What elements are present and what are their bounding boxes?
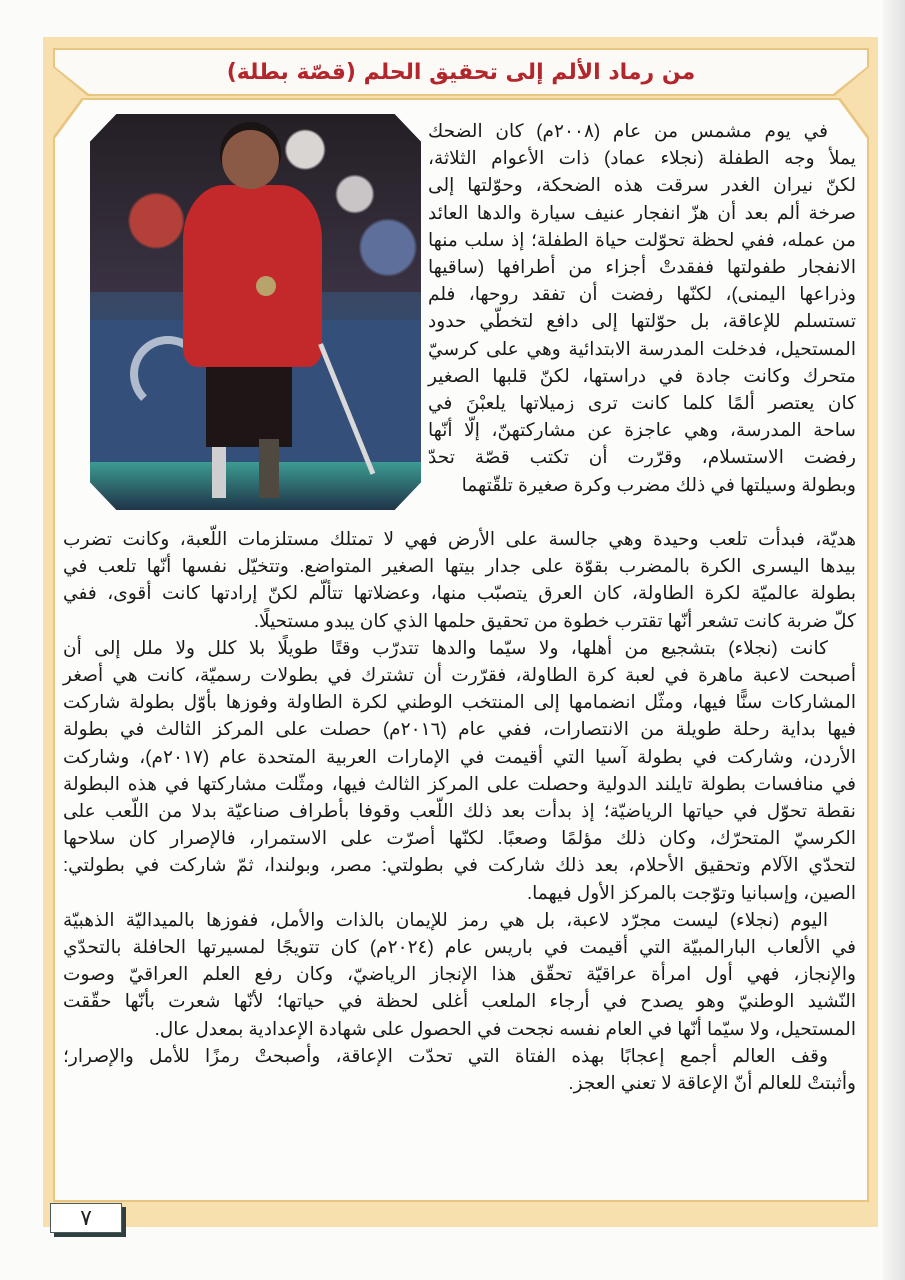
athlete-photo xyxy=(90,114,421,510)
text-line: في منافسات بطولة تايلند الدولية وحصلت على المركز الثالث فيها، ومثّلت مشاركتها في هذه البطولة xyxy=(63,772,856,794)
text-line: لتحدّي الآلام وتحقيق الأحلام، بعد ذلك شاركت في بطولتي: مصر، وبولندا، ثمّ شاركت في بطولتي: xyxy=(63,854,856,876)
page-number: ٧ xyxy=(50,1203,122,1233)
text-line: وذراعها اليمنى)، لكنّها رفضت أن تفقد روحها، فلم xyxy=(428,283,856,305)
text-line: في الألعاب البارالمبيّة التي أقيمت في باريس عام (٢٠٢٤م) كان تتويجًا لمسيرتها الحافلة بالتحدّي xyxy=(63,936,857,958)
text-line: كانت (نجلاء) بتشجيع من أهلها، ولا سيّما والدها تتدرّب وقتًا طويلًا بلا كلل ولا ملل إلى أن xyxy=(63,636,828,658)
photo-athlete-jacket xyxy=(183,185,322,367)
text-line: يملأ وجه الطفلة (نجلاء عماد) ذات الأعوام الثلاثة، xyxy=(428,147,856,169)
text-line: ساحة المدرسة، وهي عاجزة عن مشاركتهنّ، إلّا أنّها xyxy=(428,419,856,441)
text-line: المستحيل، ولا سيّما أنّها في العام نفسه نجحت في الحصول على شهادة الإعدادية بمعدل عال. xyxy=(154,1017,856,1039)
text-line: متحرك وكانت جادة في دراستها، لكنّ قلبها الصغير xyxy=(428,364,856,386)
photo-prosthetic-right xyxy=(259,439,279,498)
text-line: لكنّ نيران الغدر سرقت هذه الضحكة، وحوّلتها إلى xyxy=(428,174,856,196)
text-line: المشاركات سنًّا فيها، ومثّل انضمامها إلى المنتخب الوطني لكرة الطاولة وفوزها بأوّل بطولة شاركت xyxy=(63,691,856,713)
text-line: وأثبتتْ للعالم أنّ الإعاقة لا تعني العجز. xyxy=(568,1072,856,1094)
text-line: كلّ ضربة كانت تشعر أنّها تقترب خطوة من تحقيق حلمها الذي كان يبدو مستحيلًا. xyxy=(253,609,856,631)
text-line: بطولة عالميّة لكرة الطاولة، كان العرق يتصبّب منها، وعضلاتها تتألّم لكنّ إرادتها كانت أقوى، ففي xyxy=(63,582,856,604)
text-line: الانفجار طفولتها ففقدتْ أجزاء من أطرافها (ساقيها xyxy=(428,256,856,278)
text-line: والإنجاز، فهي أول امرأة عراقيّة تحقّق هذا الإنجاز الرياضيّ، وكان رفع العلم العراقيّ وصوت xyxy=(63,963,856,985)
text-line: كان يعتصر ألمًا كلما كانت ترى زميلاتها يلعبْنَ في xyxy=(428,392,856,414)
text-line: النّشيد الوطنيّ وهو يصدح في أرجاء الملعب أغلى لحظة في حياتها؛ لأنّها شعرت بأنّها حقّقت xyxy=(63,990,856,1012)
text-line: بيدها اليسرى الكرة بالمضرب بقوّة على جدار بيتها الصغير المتواضع. وتتخيّل نفسها أنّها تلعب في xyxy=(63,555,856,577)
medal-icon xyxy=(256,276,276,296)
page-title: من رماد الألم إلى تحقيق الحلم (قصّة بطلة) xyxy=(226,59,696,85)
text-line: رفضت الاستسلام، وقرّرت أن تكتب قصّة تحدّ xyxy=(428,446,856,468)
text-line: الأردن، وشاركت في بطولة آسيا التي أقيمت في الإمارات العربية المتحدة عام (٢٠١٧م)، وشاركت xyxy=(63,745,856,767)
text-line: صرخة ألم بعد أن هزّ انفجار عنيف سيارة والدها العائد xyxy=(428,201,856,223)
text-line: تستسلم للإعاقة، بل حوّلتها إلى دافع لتخطّي حدود xyxy=(428,310,856,332)
photo-athlete-legs xyxy=(206,360,292,447)
text-line: المستحيل، فدخلت المدرسة الابتدائية وهي على كرسيّ xyxy=(428,337,856,359)
photo-prosthetic-left xyxy=(212,447,225,498)
text-line: هديّة، فبدأت تلعب وحيدة وهي جالسة على الأرض فهي لا تمتلك مستلزمات اللّعبة، وكانت تضرب xyxy=(63,528,856,549)
text-line: في يوم مشمس من عام (٢٠٠٨م) كان الضحك xyxy=(428,120,828,141)
story-text-beside-photo xyxy=(428,117,856,498)
text-line: أصبحت لاعبة ماهرة في لعبة كرة الطاولة، فقرّرت أن تشترك في بطولات رسميّة، كانت هي أصغر xyxy=(63,664,856,686)
text-line: الصين، وإسبانيا وتوّجت بالمركز الأول فيهما. xyxy=(526,881,856,903)
photo-athlete-head xyxy=(222,130,278,189)
text-line: فيها بداية رحلة طويلة من الانتصارات، ففي عام (٢٠١٦م) حصلت على المركز الثالث في بطولة xyxy=(63,718,856,740)
text-line: وقف العالم أجمع إعجابًا بهذه الفتاة التي تحدّت الإعاقة، وأصبحتْ رمزًا للأمل والإصرار؛ xyxy=(63,1044,828,1066)
text-line: من عمله، ففي لحظة تحوّلت حياة الطفلة؛ إذ سلب منها xyxy=(428,228,856,250)
text-line: وبطولة وسيلتها في ذلك مضرب وكرة صغيرة تلقّتهما xyxy=(461,473,856,495)
page-edge-shadow xyxy=(883,0,905,1280)
text-line: اليوم (نجلاء) ليست مجرّد لاعبة، بل هي رمز للإيمان بالذات والأمل، ففوزها بالميداليّة الذهبيّة xyxy=(63,908,828,930)
text-line: نقطة تحوّل في حياتها الرياضيّة؛ إذ بدأت بعد ذلك اللّعب وقوفا بأطراف صناعيّة بدلا من اللّعب على xyxy=(63,800,856,822)
text-line: الكرسيّ المتحرّك، وكان ذلك مؤلمًا وصعبًا. لكنّها أصرّت على الاستمرار، فالإصرار كان سلاحها xyxy=(63,827,856,849)
story-text-full-width xyxy=(63,525,856,1096)
